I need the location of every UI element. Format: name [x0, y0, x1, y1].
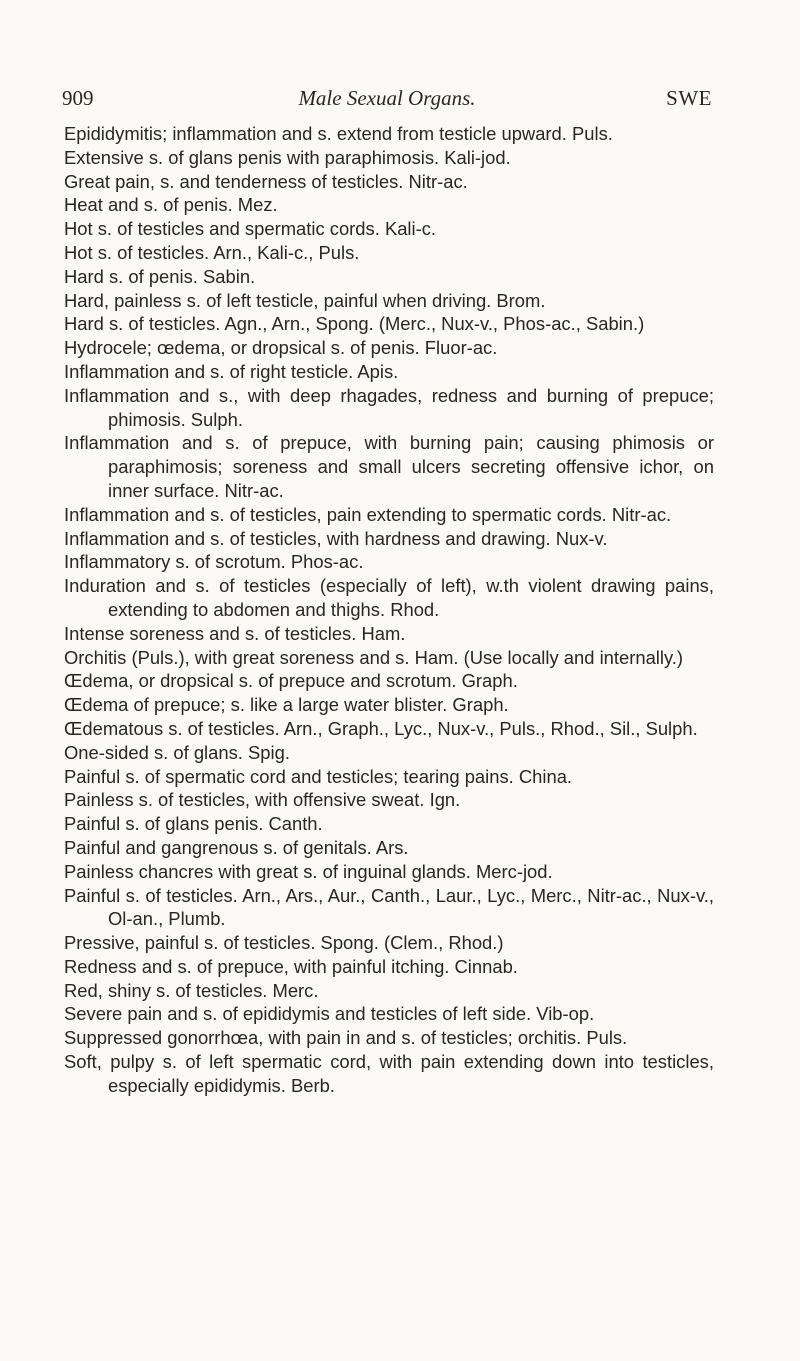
entry: Inflammatory s. of scrotum. Phos-ac.: [64, 551, 364, 573]
entry: Inflammation and s. of prepuce, with burning pain; causing phimosis or paraphimosis; soreness and small ulcers secreting offensive ichor, on inner surface. Nitr-ac.: [64, 432, 714, 501]
entry: Painless chancres with great s. of inguinal glands. Merc-jod.: [64, 860, 553, 882]
entry: Great pain, s. and tenderness of testicles. Nitr-ac.: [64, 170, 468, 192]
entry: Soft, pulpy s. of left spermatic cord, with pain extending down into testicles, especially epididymis. Berb.: [64, 1051, 714, 1096]
entry: One-sided s. of glans. Spig.: [64, 741, 290, 763]
running-title: Male Sexual Organs.: [298, 86, 476, 110]
section-code: SWE: [666, 86, 712, 110]
entry-list: [64, 122, 714, 1098]
entry: Œdema of prepuce; s. like a large water blister. Graph.: [64, 694, 509, 716]
entry: Hydrocele; œdema, or dropsical s. of penis. Fluor-ac.: [64, 337, 498, 359]
entry: Painful and gangrenous s. of genitals. Ars.: [64, 836, 409, 858]
entry: Suppressed gonorrhœa, with pain in and s. of testicles; orchitis. Puls.: [64, 1027, 628, 1049]
entry: Redness and s. of prepuce, with painful itching. Cinnab.: [64, 955, 518, 977]
entry: Painful s. of spermatic cord and testicles; tearing pains. China.: [64, 765, 573, 787]
entry: Orchitis (Puls.), with great soreness and s. Ham. (Use locally and internally.): [64, 646, 684, 668]
entry: Hard, painless s. of left testicle, painful when driving. Brom.: [64, 289, 546, 311]
entry: Heat and s. of penis. Mez.: [64, 194, 278, 216]
page-number: 909: [62, 86, 94, 110]
entry: Intense soreness and s. of testicles. Ham.: [64, 622, 406, 644]
entry: Pressive, painful s. of testicles. Spong. (Clem., Rhod.): [64, 932, 504, 954]
entry: Hard s. of testicles. Agn., Arn., Spong. (Merc., Nux-v., Phos-ac., Sabin.): [64, 313, 645, 335]
entry: Œdematous s. of testicles. Arn., Graph., Lyc., Nux-v., Puls., Rhod., Sil., Sulph.: [64, 717, 698, 739]
entry: Epididymitis; inflammation and s. extend from testicle upward. Puls.: [64, 123, 613, 144]
entry: Red, shiny s. of testicles. Merc.: [64, 979, 319, 1001]
entry: Inflammation and s., with deep rhagades, redness and burning of prepuce; phimosis. Sulph.: [64, 384, 714, 430]
entry: Painless s. of testicles, with offensive sweat. Ign.: [64, 789, 461, 811]
entry: Painful s. of glans penis. Canth.: [64, 813, 323, 835]
entry: Hard s. of penis. Sabin.: [64, 265, 256, 287]
entry: Severe pain and s. of epididymis and testicles of left side. Vib-op.: [64, 1003, 595, 1025]
entry: Inflammation and s. of testicles, with hardness and drawing. Nux-v.: [64, 527, 608, 549]
entry: Œdema, or dropsical s. of prepuce and scrotum. Graph.: [64, 670, 518, 692]
entry: Painful s. of testicles. Arn., Ars., Aur., Canth., Laur., Lyc., Merc., Nitr-ac., Nux-v., Ol-an., Plumb.: [64, 884, 714, 930]
entry: Inflammation and s. of right testicle. Apis.: [64, 360, 399, 382]
entry: Hot s. of testicles. Arn., Kali-c., Puls.: [64, 241, 360, 263]
entry: Induration and s. of testicles (especially of left), w.th violent drawing pains, extending to abdomen and thighs. Rhod.: [64, 575, 714, 620]
entry: Inflammation and s. of testicles, pain extending to spermatic cords. Nitr-ac.: [64, 503, 672, 525]
page-header: [62, 80, 712, 116]
entry: Extensive s. of glans penis with paraphimosis. Kali-jod.: [64, 146, 511, 168]
entry: Hot s. of testicles and spermatic cords. Kali-c.: [64, 218, 437, 240]
